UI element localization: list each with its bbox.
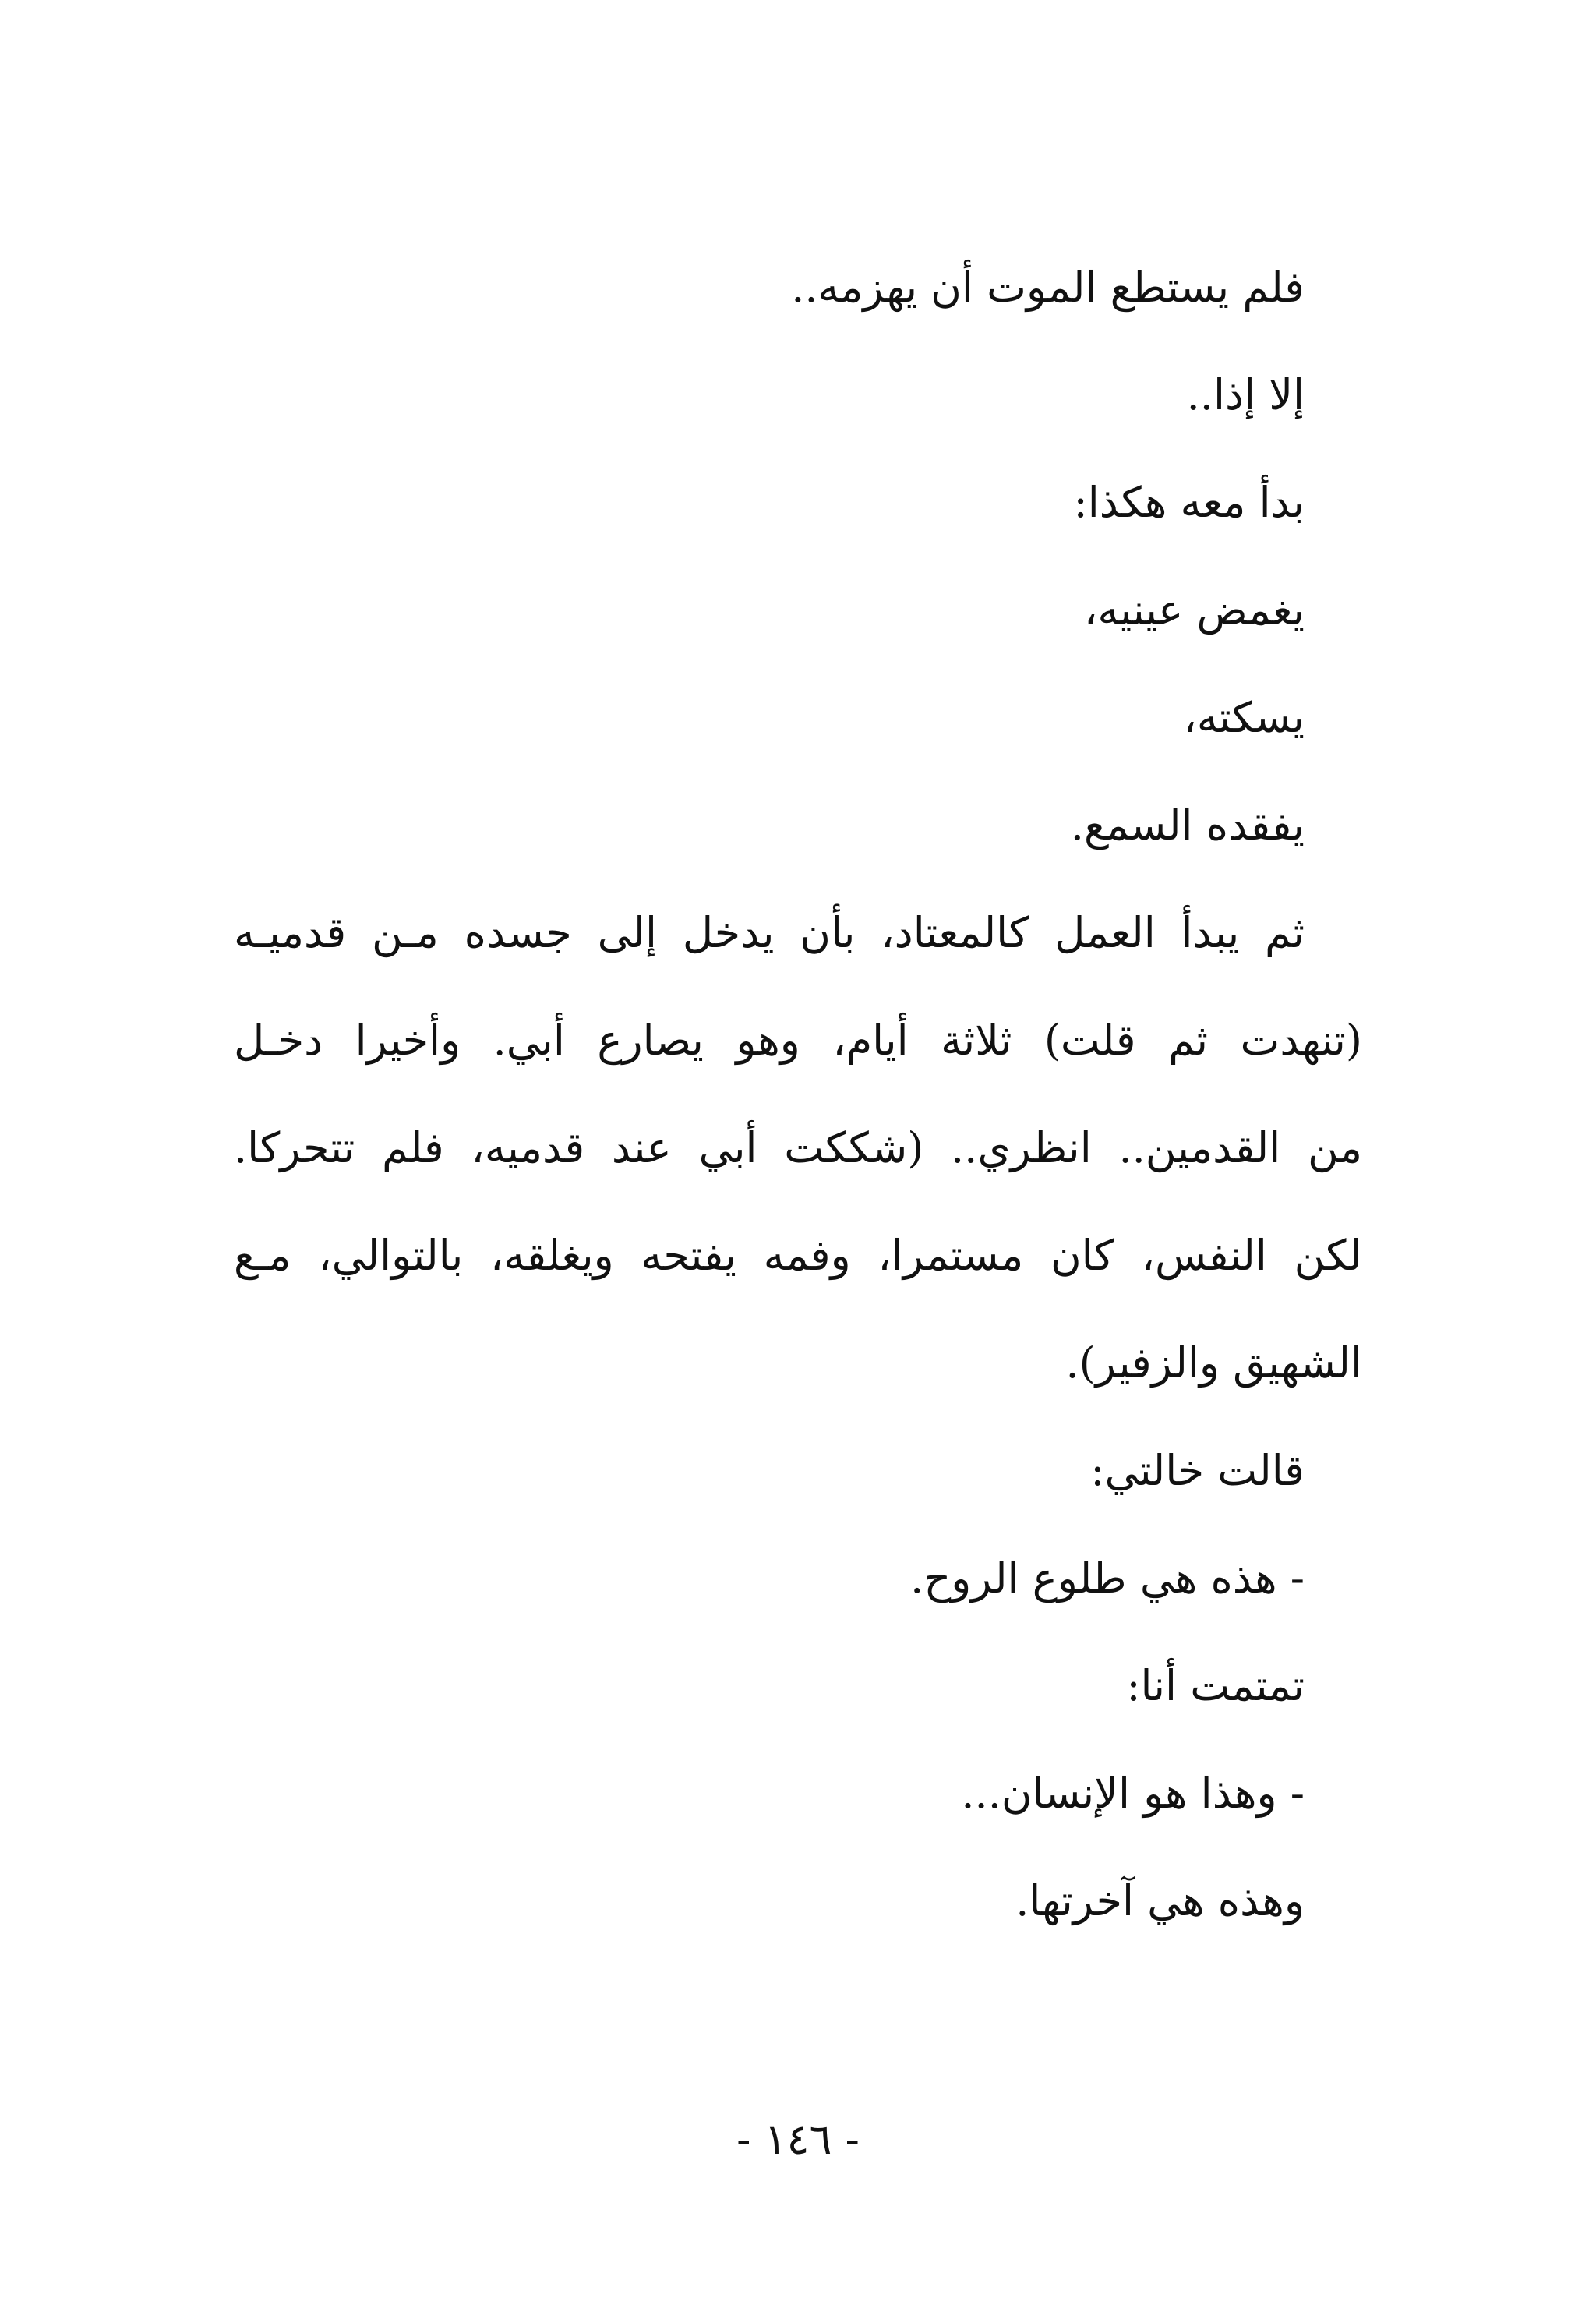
paragraph-line: لكن النفس، كان مستمرا، وفمه يفتحه ويغلقه، بالتوالي، مـع (234, 1231, 1362, 1280)
text-line: بدأ معه هكذا: (1073, 478, 1305, 527)
text-line: يغمض عينيه، (1083, 585, 1305, 635)
text-line: يفقده السمع. (1070, 801, 1305, 850)
paragraph-line: ثم يبدأ العمل كالمعتاد، بأن يدخل إلى جسده مـن قدميـه (234, 908, 1305, 957)
text-line: وهذه هي آخرتها. (1015, 1876, 1305, 1925)
paragraph-line: الشهيق والزفير). (1065, 1338, 1362, 1388)
text-line: إلا إذا.. (1186, 370, 1305, 419)
text-line: قالت خالتي: (1090, 1446, 1305, 1495)
text-line: تمتمت أنا: (1126, 1661, 1305, 1710)
page-body-text (234, 234, 1362, 1955)
page-number: - ١٤٦ - (736, 2115, 860, 2164)
narrative-paragraph (234, 879, 1362, 1417)
paragraph-line: (تنهدت ثم قلت) ثلاثة أيام، وهو يصارع أبي. وأخيرا دخـل (234, 1016, 1362, 1065)
dialogue-line: - هذه هي طلوع الروح. (910, 1554, 1305, 1603)
paragraph-line: من القدمين.. انظري.. (شككت أبي عند قدميه، فلم تتحركا. (234, 1123, 1362, 1172)
text-line: يسكته، (1183, 693, 1305, 742)
text-line: فلم يستطع الموت أن يهزمه.. (791, 263, 1305, 312)
dialogue-line: - وهذا هو الإنسان... (961, 1769, 1305, 1818)
